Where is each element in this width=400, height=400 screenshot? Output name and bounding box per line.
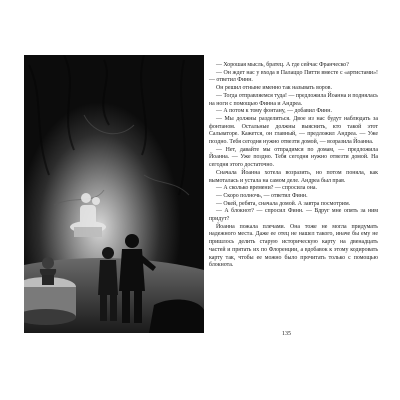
paragraph: — Хорошая мысль, братец. А где сейчас Франческо? bbox=[216, 62, 349, 68]
paragraph: Он решил отныне именно так называть воров. bbox=[216, 85, 332, 92]
illustration bbox=[24, 55, 204, 333]
paragraph: — А потом к тому фонтану, — добавил Финн. bbox=[216, 108, 332, 115]
grotto-scene-image bbox=[24, 55, 204, 333]
paragraph: — А сколько времени? — спросила она. bbox=[216, 185, 317, 192]
paragraph: Сначала Йоанна хотела возразить, но потом поняла, как вымоталась и устала на самом деле. Андреа был прав. bbox=[209, 169, 378, 184]
paragraph: — А блокнот? — спросил Финн. — Вдруг мне опять за ним придут? bbox=[209, 208, 378, 223]
paragraph: — Он ждет нас у входа в Палаццо Питти вместе с «артистами»! — ответил Финн. bbox=[209, 69, 378, 84]
paragraph: — Тогда отправляемся туда! — предложила Йоанна и поднялась на ноги с помощью Финна и Андреа. bbox=[209, 92, 378, 107]
paragraph: — Окей, ребята, сначала домой. А завтра посмотрим. bbox=[216, 200, 351, 207]
text-page bbox=[209, 62, 378, 270]
paragraph: — Нет, давайте мы отпрадимся по домам, — предложила Йоанна. — Уже поздно. Тебя сегодня нужно отвезти домой. На сегодня этого достаточно. bbox=[209, 146, 378, 169]
page-number: 135 bbox=[282, 331, 291, 337]
paragraph: — Мы должны разделиться. Двое из нас будут наблюдать за фонтаном. Остальные должны выяснить, кто такой этот Сальваторе. Кажется, он главный, — предложил Андреа. — Уже поздно. Тебя сегодня нужно отвезти домой, — возразила Йоанна. bbox=[209, 115, 378, 146]
sitting-girl bbox=[40, 257, 56, 285]
paragraph: Йоанна пожала плечами. Она тоже не могла придумать надежного места. Даже ее отец не нашел такого, иначе бы ему не пришлось делить старую историческую карту на двенадцать частей и прятать их по Флоренции, а вдобавок к этому кодировать карту так, чтобы ее можно было прочитать только с помощью блокнота. bbox=[209, 223, 378, 269]
paragraph: — Скоро полночь, — ответил Финн. bbox=[216, 192, 308, 199]
